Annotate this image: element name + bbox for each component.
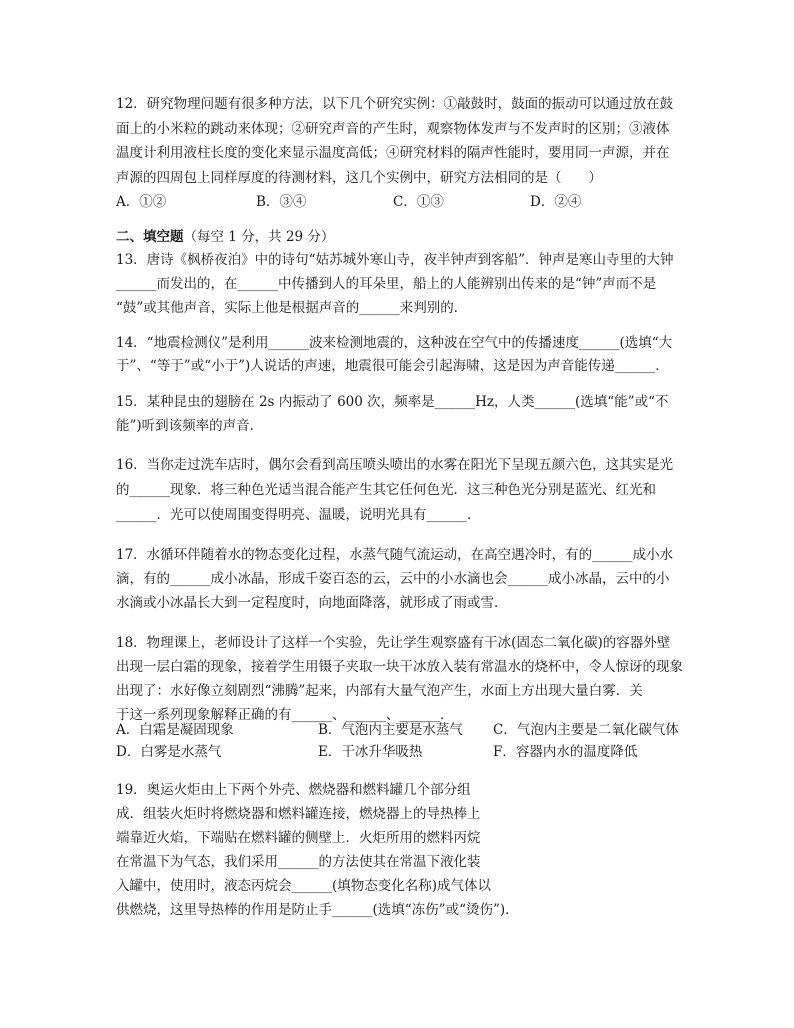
- q17-line-1: 17．水循环伴随着水的物态变化过程，水蒸气随气流运动，在高空遇冷时，有的______成小水: [116, 547, 674, 563]
- q16-line-2: 的______现象．将三种色光适当混合能产生其它任何色光．这三种色光分别是蓝光、红光和: [116, 482, 656, 498]
- q12-option-a: A．①②: [116, 194, 167, 210]
- q14-line-2: 于”、“等于”或“小于”)人说话的声速，地震很可能会引起海啸，这是因为声音能传递______．: [116, 358, 669, 374]
- q12-line-3: 温度计利用液柱长度的变化来显示温度高低；④研究材料的隔声性能时，要用同一声源，并在: [116, 145, 670, 161]
- q18-option-f: F．容器内水的温度降低: [493, 744, 638, 760]
- q14-line-1: 14．“地震检测仪”是利用______波来检测地震的，这种波在空气中的传播速度______(选填“大: [116, 335, 673, 351]
- q13-line-2: ______而发出的，在______中传播到人的耳朵里，船上的人能辨别出传来的是“钟”声而不是: [116, 276, 657, 292]
- q12-option-d: D．②④: [530, 194, 582, 210]
- section-note: （每空 1 分，共 29 分）: [183, 229, 335, 245]
- q19-line-6: 供燃烧，这里导热棒的作用是防止手______(选填“冻伤”或“烫伤”)．: [116, 902, 519, 918]
- q19-line-4: 在常温下为气态，我们采用______的方法使其在常温下液化装: [116, 854, 481, 870]
- q18-line-2: 出现一层白霜的现象，接着学生用镊子夹取一块干冰放入装有常温水的烧杯中，令人惊讶的现象: [116, 659, 683, 675]
- q19-line-3: 端靠近火焰，下端贴在燃料罐的侧壁上．火炬所用的燃料丙烷: [116, 830, 481, 846]
- q15-line-1: 15．某种昆虫的翅膀在 2s 内振动了 600 次，频率是______Hz，人类______(选填“能”或“不: [116, 394, 669, 410]
- q18-option-d: D．白雾是水蒸气: [116, 744, 222, 760]
- q15-line-2: 能”)听到该频率的声音．: [116, 418, 264, 434]
- q12-line-4: 声源的四周包上同样厚度的待测材料，这几个实例中，研究方法相同的是（ ）: [116, 170, 602, 186]
- q12-line-1: 12．研究物理问题有很多种方法，以下几个研究实例：①敲鼓时，鼓面的振动可以通过放在鼓: [116, 96, 674, 112]
- section-heading: [116, 227, 334, 247]
- section-title: 二、填空题: [116, 229, 184, 245]
- q18-option-b: B．气泡内主要是水蒸气: [318, 722, 463, 738]
- q18-line-1: 18．物理课上，老师设计了这样一个实验，先让学生观察盛有干冰(固态二氧化碳)的容器外壁: [116, 635, 671, 651]
- q18-option-e: E．干冰升华吸热: [318, 744, 423, 760]
- q18-option-c: C．气泡内主要是二氧化碳气体: [493, 722, 679, 738]
- q18-option-a: A．白霜是凝固现象: [116, 722, 234, 738]
- q12-option-c: C．①③: [393, 194, 444, 210]
- q16-line-3: ______．光可以使周围变得明亮、温暖，说明光具有______．: [116, 507, 481, 523]
- q13-line-1: 13．唐诗《枫桥夜泊》中的诗句“姑苏城外寒山寺，夜半钟声到客船”．钟声是寒山寺里的大钟: [116, 252, 674, 268]
- q19-line-1: 19．奥运火炬由上下两个外壳、燃烧器和燃料罐几个部分组: [116, 782, 471, 798]
- q18-line-4: 于这一系列现象解释正确的有______、______、______．: [116, 707, 454, 723]
- q19-line-5: 入罐中，使用时，液态丙烷会______(填物态变化名称)成气体以: [116, 878, 492, 894]
- q12-option-b: B．③④: [256, 194, 307, 210]
- q13-line-3: “鼓”或其他声音，实际上他是根据声音的______来判别的．: [116, 300, 468, 316]
- q17-line-3: 水滴或小冰晶长大到一定程度时，向地面降落，就形成了雨或雪．: [116, 595, 508, 611]
- q17-line-2: 滴，有的______成小冰晶，形成千姿百态的云，云中的小水滴也会______成小冰晶，云中的小: [116, 571, 670, 587]
- q19-line-2: 成．组装火炬时将燃烧器和燃料罐连接，燃烧器上的导热棒上: [116, 806, 481, 822]
- q12-line-2: 面上的小米粒的跳动来体现；②研究声音的产生时，观察物体发声与不发声时的区别；③液体: [116, 121, 670, 137]
- q16-line-1: 16．当你走过洗车店时，偶尔会看到高压喷头喷出的水雾在阳光下呈现五颜六色，这其实是光: [116, 457, 674, 473]
- q18-line-3: 出现了：水好像立刻剧烈“沸腾”起来，内部有大量气泡产生，水面上方出现大量白雾．关: [116, 683, 643, 699]
